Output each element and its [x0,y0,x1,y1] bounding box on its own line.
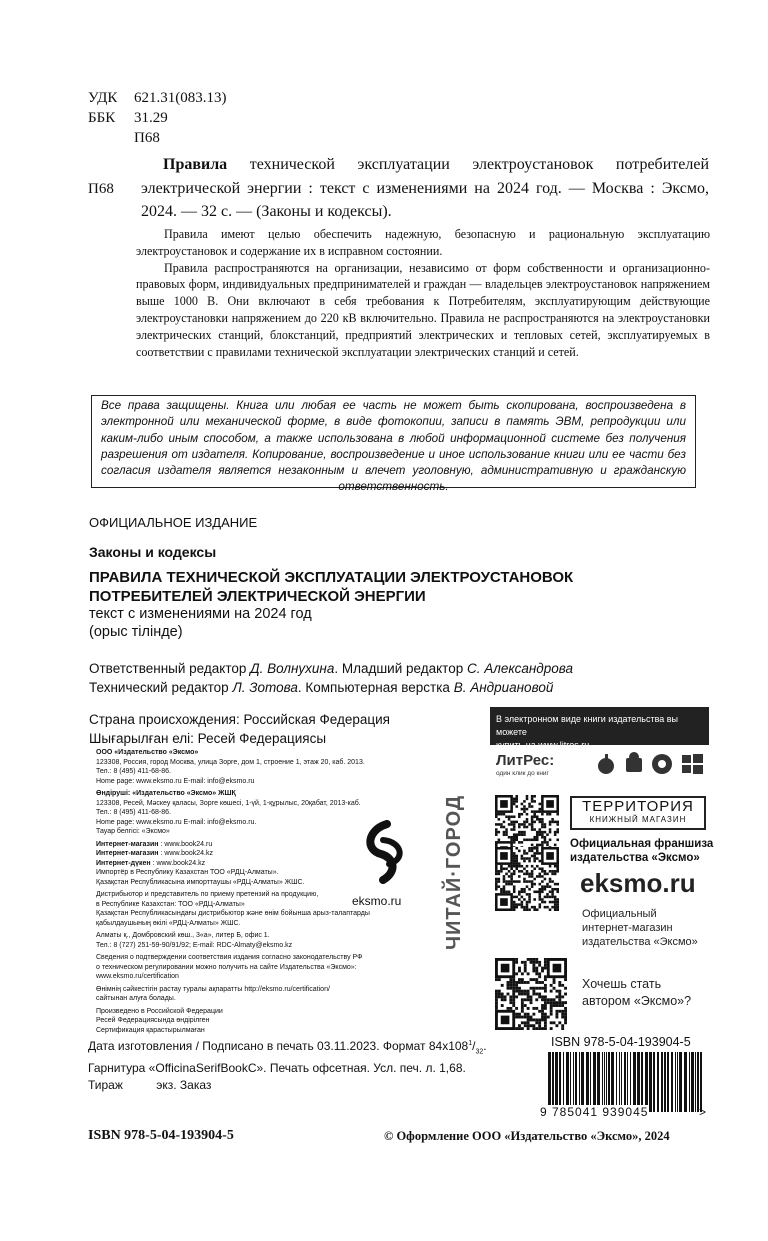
imprint-line: Сведения о подтверждении соответствия издания согласно законодательству РФ [96,954,363,961]
official-edition: ОФИЦИАЛЬНОЕ ИЗДАНИЕ [89,515,258,530]
franchise-line-1: Официальная франшиза [570,838,714,850]
annotation-paragraph-2: Правила распространяются на организации, независимо от форм собственности и организационно-правовых форм, индивидуальных предпринимателей и граждан — владельцев электроустановок напряжением выше 1000 В. Они включают в себя требования к Потребителям, эксплуатирующим действующие электроустановки напряжением до 220 кВ включительно. Правила не распространяются на электроустановки электрических станций, блокстанций, предприятий электрических и тепловых сетей, эксплуатируемых в соответствии с правилами технической эксплуатации электрических станций и сетей. [136,260,710,359]
country-origin [89,710,390,748]
barcode-digits: 9 785041 939045 [540,1105,649,1119]
territory-subtitle: КНИЖНЫЙ МАГАЗИН [589,815,687,824]
annotation-paragraph-1: Правила имеют целью обеспечить надежную, безопасную и рациональную эксплуатацию электроустановок и содержание их в исправном состоянии. [136,227,710,258]
imprint-line: қабылдаушының өкілі «РДЦ-Алматы» ЖШС. [96,919,241,927]
editor-name-3: Л. Зотова [232,680,298,695]
imprint-line: 123308, Ресей, Мәскеу қаласы, Зорге көшесі, 1-үй, 1-құрылыс, 20қабат, 2013-каб. [96,799,361,807]
isbn-bottom: ISBN 978-5-04-193904-5 [88,1128,234,1143]
imprint-line: о техническом регулировании можно получить на сайте Издательства «Эксмо»: [96,963,357,971]
editors-label-2: . Младший редактор [334,661,467,676]
franchise-line-2: издательства «Эксмо» [570,852,700,864]
bbk-key: ББК [88,110,116,126]
litres-tagline: один клик до книг [496,770,549,777]
qr-code-author[interactable] [495,958,567,1035]
chitai-gorod-logo: ЧИТАЙ·ГОРОД [443,794,465,950]
print-info [88,1035,538,1094]
litres-banner [490,707,709,750]
app-store-icons [596,752,706,776]
imprint-line: Қазақстан Республикасындағы дистрибьютор және өнім бойынша арыз-талаптарды [96,910,370,917]
imprint-line: Импортёр в Республику Казахстан ТОО «РДЦ-Алматы». [96,869,279,876]
imprint-line: в Республике Казахстан: ТОО «РДЦ-Алматы» [96,900,245,908]
main-title [89,568,573,606]
country-line-1: Страна происхождения: Российская Федерация [89,712,390,727]
print-line-2: Гарнитура «OfficinaSerifBookC». Печать офсетная. Усл. печ. л. 1,68. [88,1061,466,1076]
title-author-mark: П68 [88,181,114,197]
editors-label-1: Ответственный редактор [89,661,251,676]
imprint-line: Тел.: 8 (495) 411-68-86. [96,768,171,775]
print-line-1-text: Дата изготовления / Подписано в печать 03.11.2023. Формат 84x108 [88,1039,469,1053]
order-label: экз. Заказ [156,1078,212,1093]
subtitle-line-2: (орыс тілінде) [89,624,183,640]
eksmo-site-logo: eksmo.ru [580,868,696,898]
franchise-text [570,837,713,865]
become-author-line-2: автором «Эксмо»? [582,994,692,1008]
editors-line-1 [89,659,573,678]
imprint-line: Тауар белгісі: «Эксмо» [96,828,170,835]
copyright: © Оформление ООО «Издательство «Эксмо», 2024 [384,1129,670,1143]
editor-name-2: С. Александрова [466,661,574,676]
imprint-block [96,748,416,1035]
subtitle [89,605,312,641]
imprint-line: Алматы қ., Домбровский көш., 3«а», литер Б, офис 1. [96,932,270,939]
author-mark-value: П68 [134,130,160,146]
eksmo-desc-line-3: издательства «Эксмо» [582,936,698,948]
udk-row [88,90,227,107]
print-run-label: Тираж [88,1078,123,1093]
apple-icon [598,754,614,774]
ebook-line-1: В электронном виде книги издательства вы можете [496,714,679,737]
format-numerator: 1 [468,1040,473,1047]
udk-key: УДК [88,90,118,106]
imprint-line: Интернет-магазин : www.book24.kz [96,850,213,857]
imprint-line: Өнімнің сәйкестігін растау туралы ақпаратты http://eksmo.ru/certification/ [96,985,330,993]
browser-icon [652,754,672,774]
territory-logo [570,796,706,830]
udk-value: 621.31(083.13) [134,90,227,106]
eksmo-desc-line-2: интернет-магазин [582,922,673,934]
main-title-line-1: ПРАВИЛА ТЕХНИЧЕСКОЙ ЭКСПЛУАТАЦИИ ЭЛЕКТРОУСТАНОВОК [89,569,574,586]
bibliographic-description [141,153,709,224]
imprint-line: Home page: www.eksmo.ru E-mail: info@eksmo.ru [96,777,255,785]
imprint-line: Тел.: 8 (495) 411-68-86. [96,809,171,816]
bbk-value: 31.29 [134,110,168,126]
bbk-row [88,110,168,127]
imprint-line: Ресей Федерациясында өндірілген [96,1017,210,1024]
main-title-line-2: ПОТРЕБИТЕЛЕЙ ЭЛЕКТРИЧЕСКОЙ ЭНЕРГИИ [89,588,426,605]
eksmo-logo-icon [355,820,415,884]
territory-title: ТЕРРИТОРИЯ [582,798,694,815]
series-name: Законы и кодексы [89,544,217,560]
editors-label-4: . Компьютерная верстка [297,680,454,695]
imprint-line: Интернет-дүкен : www.book24.kz [96,859,206,867]
imprint-line: Тел.: 8 (727) 251-59-90/91/92; E-mail: RDC-Almaty@eksmo.kz [96,941,293,949]
ebook-line-2: купить на www.litres.ru [496,740,590,750]
title-bold: Правила [163,156,228,173]
litres-logo: ЛитРес: [496,752,555,769]
imprint-line: Дистрибьютор и представитель по приему претензий на продукцию, [96,891,319,898]
imprint-line: 123308, Россия, город Москва, улица Зорге, дом 1, строение 1, этаж 20, каб. 2013. [96,758,365,766]
subtitle-line-1: текст с изменениями на 2024 год [89,606,312,622]
eksmo-desc-line-1: Официальный [582,908,657,920]
imprint-line: Home page: www.eksmo.ru E-mail: info@eksmo.ru. [96,818,257,826]
editors-label-3: Технический редактор [89,680,233,695]
become-author-line-1: Хочешь стать [582,977,662,991]
print-line-1: Дата изготовления / Подписано в печать 03.11.2023. Формат $84x108^1/_{32}$. [88,1039,487,1056]
android-icon [626,752,642,772]
imprint-line: Қазақстан Республикасына импорттаушы «РДЦ-Алматы» ЖШС. [96,878,305,886]
editors [89,659,573,697]
country-line-2: Шығарылған елі: Ресей Федерациясы [89,731,327,746]
eksmo-logo-text: eksmo.ru [352,894,402,908]
title-rest: технической эксплуатации электроустановок потребителей электрической энергии : текст с изменениями на 2024 год. — Москва : Эксмо, 2024. — 32 с. — (Законы и кодексы). [141,156,709,220]
imprint-line: Өндіруші: «Издательство «Эксмо» ЖШҚ [96,790,236,797]
imprint-line: Сертификация қарастырылмаған [96,1026,205,1034]
imprint-line: сайтынан алуға болады. [96,995,176,1002]
windows-icon [682,754,703,774]
editors-line-2 [89,678,573,697]
rights-notice: Все права защищены. Книга или любая ее часть не может быть скопирована, воспроизведена в электронной или механической форме, в виде фотокопии, записи в память ЭВМ, репродукции или каким-либо иным способом, а также использована в любой информационной системе без получения разрешения от издателя. Копирование, воспроизведение и иное использование книги или ее части без согласия издателя является незаконным и влечет уголовную, административную и гражданскую ответственность. [91,395,696,488]
eksmo-site-desc [582,907,698,949]
annotation [136,226,710,360]
imprint-line: Интернет-магазин : www.book24.ru [96,840,213,848]
format-denominator: 32 [475,1048,484,1056]
editor-name-4: В. Андриановой [453,680,554,695]
imprint-line: ООО «Издательство «Эксмо» [96,749,199,756]
qr-code-eksmo[interactable] [495,847,559,916]
editor-name-1: Д. Волнухина [250,661,335,676]
become-author [582,976,691,1010]
author-mark-row [88,130,160,147]
imprint-line: Произведено в Российской Федерации [96,1007,223,1015]
isbn-barcode-label: ISBN 978-5-04-193904-5 [551,1035,691,1049]
barcode-arrow: > [699,1105,707,1119]
print-line-3 [88,1077,538,1094]
imprint-line: www.eksmo.ru/certification [96,973,179,980]
